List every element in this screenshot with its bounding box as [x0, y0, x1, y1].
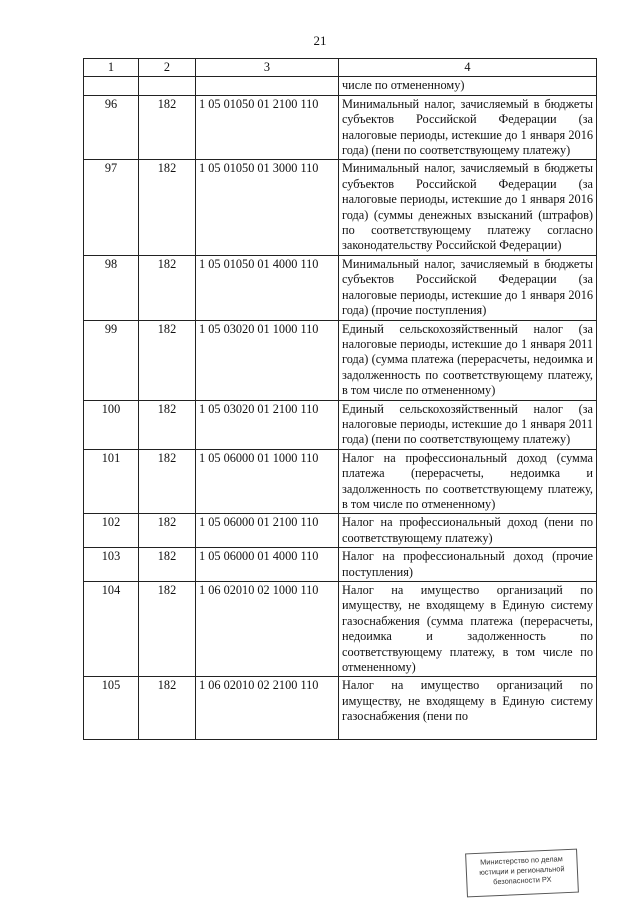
table-row [84, 320, 597, 400]
budget-classification-code: 1 05 01050 01 4000 110 [196, 255, 339, 320]
table-row [84, 514, 597, 548]
column-header: 4 [339, 59, 597, 77]
row-number: 96 [84, 95, 139, 160]
revenue-name: Налог на профессиональный доход (сумма платежа (перерасчеты, недоимка и задолженность по соответствующему платежу, в том числе по отмененному) [339, 449, 597, 514]
row-number: 99 [84, 320, 139, 400]
admin-code: 182 [139, 548, 196, 582]
page-number: 21 [313, 33, 327, 48]
admin-code: 182 [139, 514, 196, 548]
row-number: 100 [84, 400, 139, 449]
admin-code: 182 [139, 160, 196, 255]
table-row [84, 160, 597, 255]
revenue-name: Налог на профессиональный доход (прочие поступления) [339, 548, 597, 582]
budget-classification-code: 1 05 06000 01 1000 110 [196, 449, 339, 514]
budget-classification-code: 1 05 06000 01 4000 110 [196, 548, 339, 582]
table-row [84, 677, 597, 740]
registration-stamp [465, 849, 579, 898]
revenue-name: Налог на имущество организаций по имуществу, не входящему в Единую систему газоснабжения (пени по [339, 677, 597, 740]
revenue-name: Минимальный налог, зачисляемый в бюджеты субъектов Российской Федерации (за налоговые периоды, истекшие до 1 января 2016 года) (пени по соответствующему платежу) [339, 95, 597, 160]
admin-code: 182 [139, 582, 196, 677]
column-header: 2 [139, 59, 196, 77]
stamp-line: безопасности РХ [493, 874, 552, 887]
revenue-name: Минимальный налог, зачисляемый в бюджеты субъектов Российской Федерации (за налоговые периоды, истекшие до 1 января 2016 года) (прочие поступления) [339, 255, 597, 320]
revenue-name: Единый сельскохозяйственный налог (за налоговые периоды, истекшие до 1 января 2011 года) (пени по соответствующему платежу) [339, 400, 597, 449]
revenue-name: Налог на имущество организаций по имуществу, не входящему в Единую систему газоснабжения (сумма платежа (перерасчеты, недоимка и задолженность по соответствующему платежу, в том числе по отмененному) [339, 582, 597, 677]
admin-code: 182 [139, 449, 196, 514]
row-number: 103 [84, 548, 139, 582]
revenue-code-table [83, 58, 597, 740]
budget-classification-code: 1 05 01050 01 2100 110 [196, 95, 339, 160]
row-number: 97 [84, 160, 139, 255]
row-number: 98 [84, 255, 139, 320]
continuation-row [84, 77, 597, 95]
revenue-name: Минимальный налог, зачисляемый в бюджеты субъектов Российской Федерации (за налоговые периоды, истекшие до 1 января 2016 года) (суммы денежных взысканий (штрафов) по соответствующему платежу согласно законодательству Российской Федерации) [339, 160, 597, 255]
revenue-name: Единый сельскохозяйственный налог (за налоговые периоды, истекшие до 1 января 2011 года) (сумма платежа (перерасчеты, недоимка и задолженность по соответствующему платежу, в том числе по отмененному) [339, 320, 597, 400]
column-header: 3 [196, 59, 339, 77]
stamp-line: Министерство по делам [479, 854, 563, 867]
row-number: 105 [84, 677, 139, 740]
column-header: 1 [84, 59, 139, 77]
table-row [84, 582, 597, 677]
admin-code: 182 [139, 677, 196, 740]
table-row [84, 400, 597, 449]
row-number: 104 [84, 582, 139, 677]
admin-code: 182 [139, 255, 196, 320]
row-number: 101 [84, 449, 139, 514]
budget-classification-code: 1 05 06000 01 2100 110 [196, 514, 339, 548]
stamp-line: юстиции и региональной [479, 864, 565, 877]
revenue-name: Налог на профессиональный доход (пени по соответствующему платежу) [339, 514, 597, 548]
table-row [84, 255, 597, 320]
budget-classification-code: 1 05 03020 01 2100 110 [196, 400, 339, 449]
budget-classification-code: 1 05 01050 01 3000 110 [196, 160, 339, 255]
budget-classification-code: 1 05 03020 01 1000 110 [196, 320, 339, 400]
budget-classification-code: 1 06 02010 02 1000 110 [196, 582, 339, 677]
table-row [84, 95, 597, 160]
admin-code: 182 [139, 95, 196, 160]
table-row [84, 548, 597, 582]
table-header-row [84, 59, 597, 77]
budget-classification-code: 1 06 02010 02 2100 110 [196, 677, 339, 740]
admin-code: 182 [139, 320, 196, 400]
continuation-text: числе по отмененному) [339, 77, 597, 95]
row-number: 102 [84, 514, 139, 548]
table-row [84, 449, 597, 514]
admin-code: 182 [139, 400, 196, 449]
